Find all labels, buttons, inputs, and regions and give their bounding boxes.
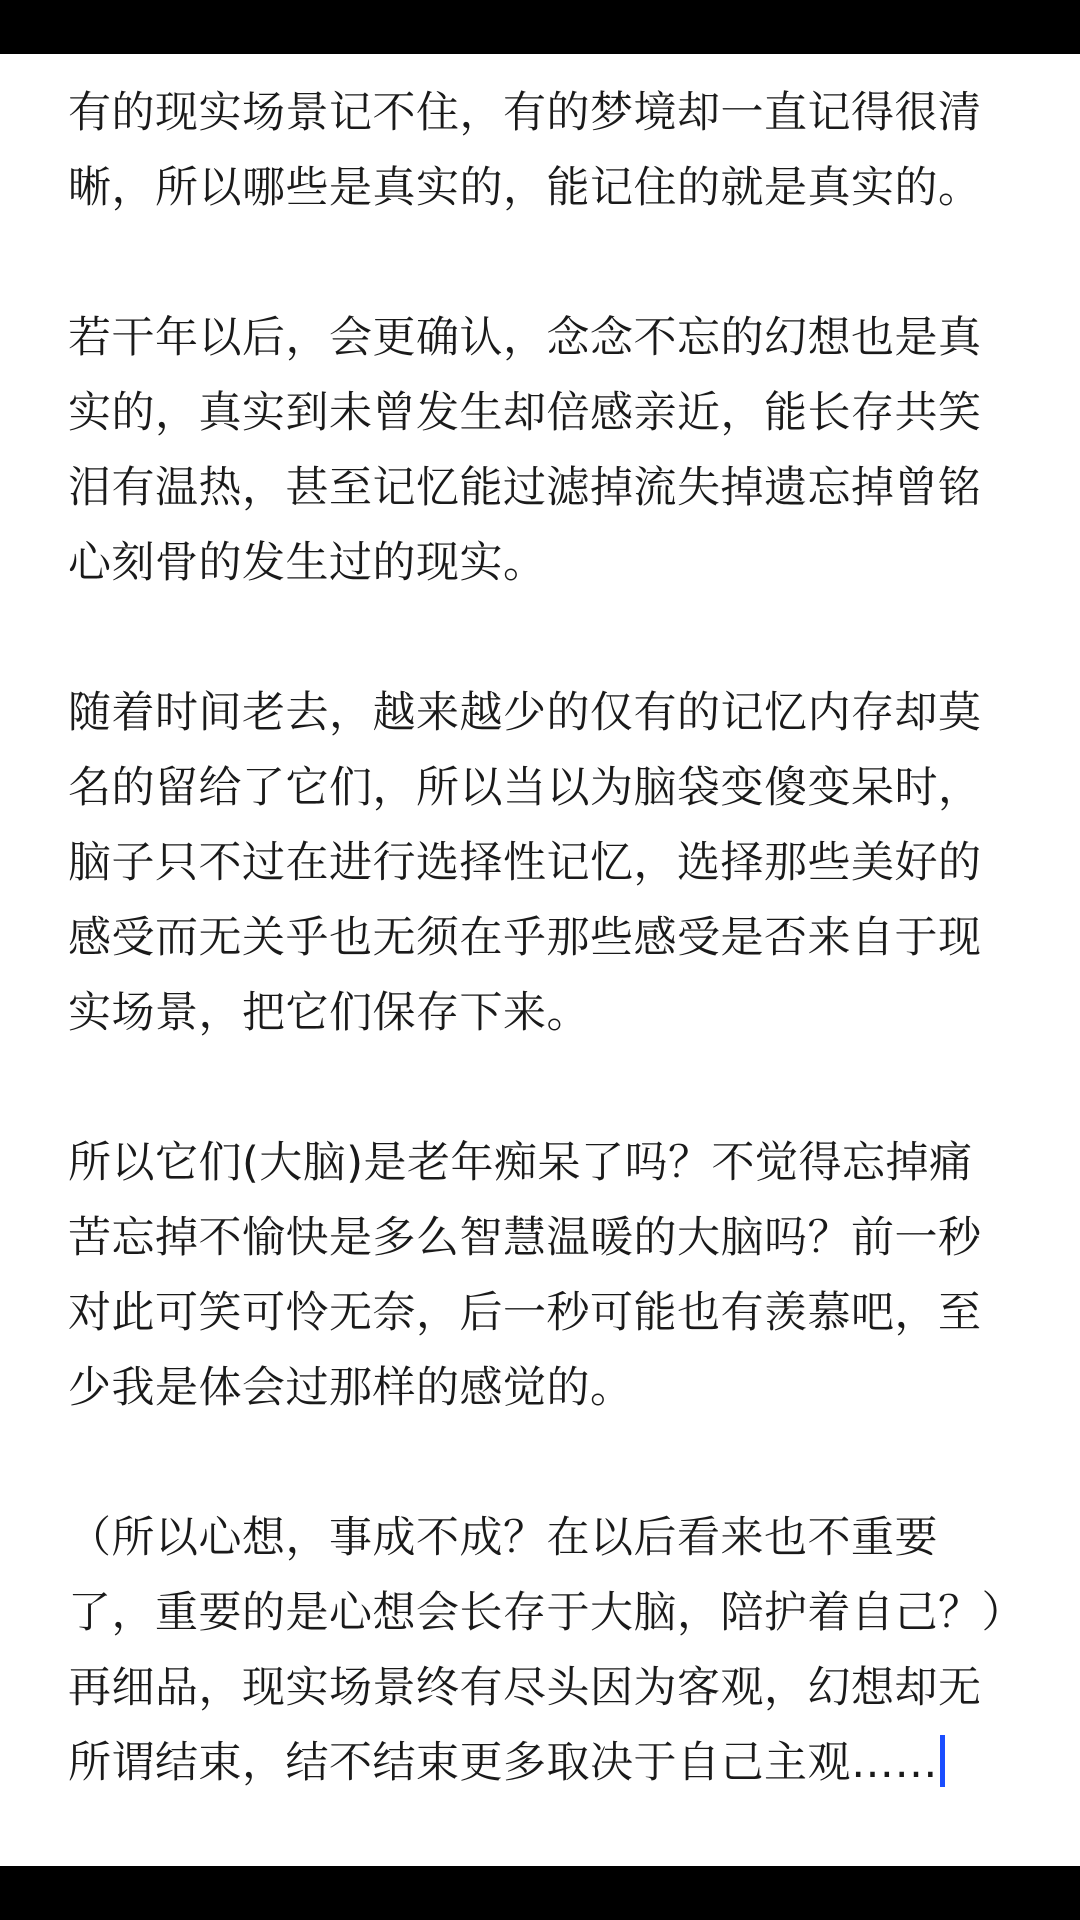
text-cursor [940, 1735, 945, 1787]
paragraph-5 [68, 1501, 1012, 1801]
paragraph-1: 有的现实场景记不住，有的梦境却一直记得很清晰，所以哪些是真实的，能记住的就是真实的。 [68, 88, 982, 213]
status-bar [0, 0, 1080, 54]
paragraph-5-text: （所以心想，事成不成？在以后看来也不重要了，重要的是心想会长存于大脑，陪护着自己？）再细品，现实场景终有尽头因为客观，幻想却无所谓结束，结不结束更多取决于自己主观…… [68, 1513, 1004, 1788]
paragraph-2: 若干年以后，会更确认，念念不忘的幻想也是真实的，真实到未曾发生却倍感亲近，能长存共笑泪有温热，甚至记忆能过滤掉流失掉遗忘掉曾铭心刻骨的发生过的现实。 [68, 313, 982, 588]
navigation-bar [0, 1866, 1080, 1920]
paragraph-4: 所以它们(大脑)是老年痴呆了吗？不觉得忘掉痛苦忘掉不愉快是多么智慧温暖的大脑吗？前一秒对此可笑可怜无奈，后一秒可能也有羡慕吧，至少我是体会过那样的感觉的。 [68, 1138, 982, 1413]
paragraph-3: 随着时间老去，越来越少的仅有的记忆内存却莫名的留给了它们，所以当以为脑袋变傻变呆时，脑子只不过在进行选择性记忆，选择那些美好的感受而无关乎也无须在乎那些感受是否来自于现实场景，把它们保存下来。 [68, 688, 982, 1038]
text-editor[interactable] [0, 54, 1080, 1866]
